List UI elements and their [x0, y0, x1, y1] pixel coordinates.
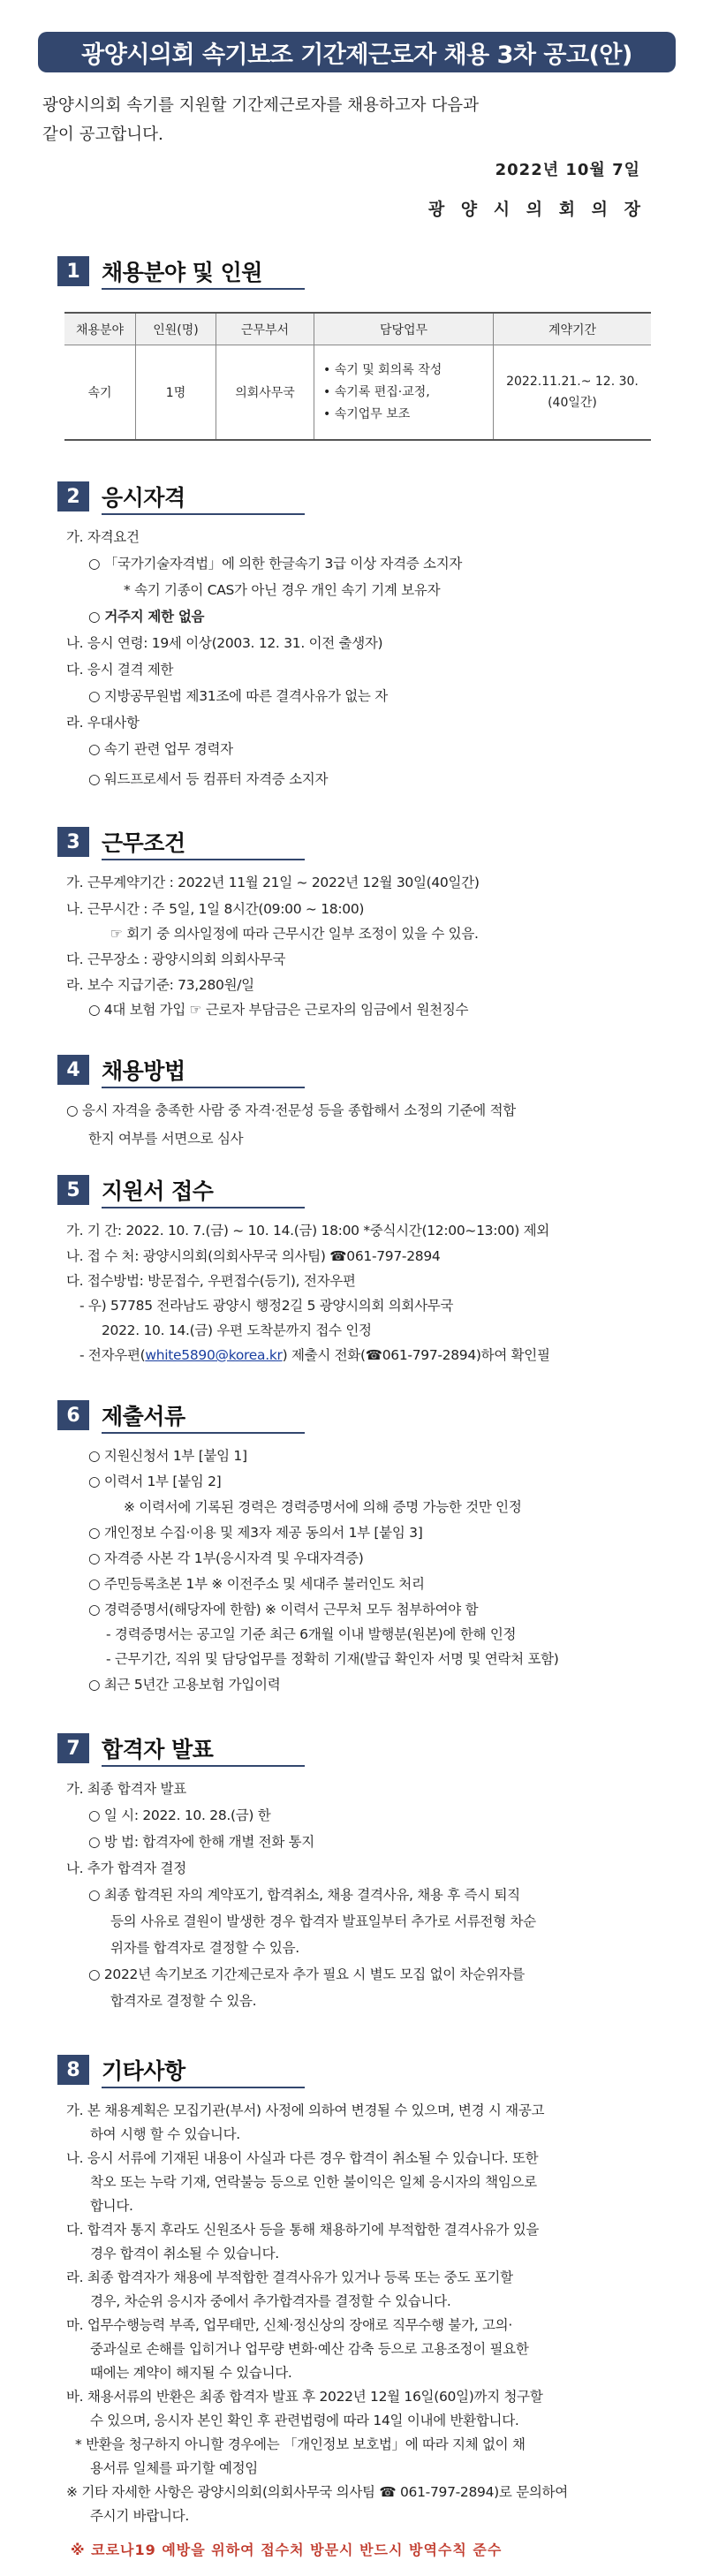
notice-title: 광양시의회 속기보조 기간제근로자 채용 3차 공고(안)	[38, 32, 676, 72]
s8-line: 하여 시행 할 수 있습니다.	[90, 2126, 240, 2142]
s6-line: ○ 이력서 1부 [붙임 2]	[88, 1474, 222, 1489]
s8-line: 다. 합격자 통지 후라도 신원조사 등을 통해 채용하기에 부적합한 결격사유가 있을	[66, 2222, 540, 2238]
notice-date: 2022년 10월 7일	[495, 161, 640, 179]
s5-line: 2022. 10. 14.(금) 우편 도착분까지 접수 인정	[102, 1322, 372, 1338]
s5-line: 가. 기 간: 2022. 10. 7.(금) ~ 10. 14.(금) 18:00 *중식시간(12:00~13:00) 제외	[66, 1223, 549, 1239]
section-number: 2	[57, 481, 89, 511]
section-underline	[102, 288, 305, 290]
s3-line: 가. 근무계약기간 : 2022년 11월 21일 ~ 2022년 12월 30일(40일간)	[66, 875, 480, 890]
cell-dept: 의회사무국	[216, 345, 314, 441]
col-header: 채용분야	[64, 313, 136, 345]
s8-line: 가. 본 채용계획은 모집기관(부서) 사정에 의하여 변경될 수 있으며, 변경 시 재공고	[66, 2102, 545, 2118]
s7-line: ○ 방 법: 합격자에 한해 개별 전화 통지	[88, 1834, 314, 1850]
s8-line: ※ 기타 자세한 사항은 광양시의회(의회사무국 의사팀 ☎ 061-797-2894)로 문의하여	[66, 2484, 568, 2500]
s6-line: ○ 경력증명서(해당자에 한함) ※ 이력서 근무처 모두 첨부하여야 함	[88, 1602, 479, 1618]
s6-line: ○ 자격증 사본 각 1부(응시자격 및 우대자격증)	[88, 1550, 364, 1566]
s7-line: ○ 일 시: 2022. 10. 28.(금) 한	[88, 1807, 271, 1823]
s8-line: 라. 최종 합격자가 채용에 부적합한 결격사유가 있거나 등록 또는 중도 포기할	[66, 2269, 513, 2285]
section-number: 6	[57, 1400, 89, 1430]
section-title: 기타사항	[102, 2058, 185, 2084]
email-prefix: - 전자우편(	[79, 1347, 146, 1363]
covid-notice: ※ 코로나19 예방을 위하여 접수처 방문시 반드시 방역수칙 준수	[71, 2542, 503, 2558]
s2-line: 다. 응시 결격 제한	[66, 662, 174, 678]
email-suffix: ) 제출시 전화(☎061-797-2894)하여 확인필	[282, 1347, 550, 1363]
s8-line: 경우, 차순위 응시자 중에서 추가합격자를 결정할 수 있습니다.	[90, 2293, 451, 2309]
s3-line: 라. 보수 지급기준: 73,280원/일	[66, 977, 254, 993]
section-title: 응시자격	[102, 485, 185, 511]
s3-line: 나. 근무시간 : 주 5일, 1일 8시간(09:00 ~ 18:00)	[66, 901, 365, 917]
section-title: 합격자 발표	[102, 1737, 214, 1762]
s5-line: 나. 접 수 처: 광양시의회(의회사무국 의사팀) ☎061-797-2894	[66, 1248, 441, 1264]
s6-line: ※ 이력서에 기록된 경력은 경력증명서에 의해 증명 가능한 것만 인정	[124, 1499, 522, 1515]
s6-line: ○ 개인정보 수집·이용 및 제3자 제공 동의서 1부 [붙임 3]	[88, 1525, 423, 1541]
s8-line: 경우 합격이 취소될 수 있습니다.	[90, 2246, 279, 2262]
s5-line: 다. 접수방법: 방문접수, 우편접수(등기), 전자우편	[66, 1273, 356, 1289]
section-number: 8	[57, 2055, 89, 2085]
s7-line: 합격자로 결정할 수 있음.	[110, 1993, 257, 2009]
section-number: 3	[57, 827, 89, 857]
s8-line: 중과실로 손해를 입히거나 업무량 변화·예산 감축 등으로 고용조정이 필요한	[90, 2341, 529, 2357]
s4-line: ○ 응시 자격을 충족한 사람 중 자격·전문성 등을 종합해서 소정의 기준에 적합	[66, 1102, 516, 1118]
s7-line: 나. 추가 합격자 결정	[66, 1860, 186, 1876]
s2-line: ○ 지방공무원법 제31조에 따른 결격사유가 없는 자	[88, 688, 388, 704]
cell-period	[494, 345, 652, 441]
s7-line: 등의 사유로 결원이 발생한 경우 합격자 발표일부터 추가로 서류전형 차순	[110, 1913, 536, 1929]
s2-line: * 속기 기종이 CAS가 아닌 경우 개인 속기 기계 보유자	[124, 582, 441, 598]
s6-line: - 경력증명서는 공고일 기준 최근 6개월 이내 발행분(원본)에 한해 인정	[106, 1626, 517, 1642]
s3-line: ○ 4대 보험 가입 ☞ 근로자 부담금은 근로자의 임금에서 원천징수	[88, 1002, 469, 1018]
duty-item: • 속기 및 회의록 작성	[323, 362, 442, 377]
section-number: 1	[57, 256, 89, 286]
s8-line: 수 있으며, 응시자 본인 확인 후 관련법령에 따라 14일 이내에 반환합니다.	[90, 2413, 519, 2428]
col-header: 인원(명)	[136, 313, 216, 345]
cell-field: 속기	[64, 345, 136, 441]
section-1-header	[57, 256, 262, 286]
section-underline	[102, 859, 305, 860]
s2-line: 가. 자격요건	[66, 529, 140, 545]
s2-line: ○ 거주지 제한 없음	[88, 609, 205, 625]
s3-line: ☞ 회기 중 의사일정에 따라 근무시간 일부 조정이 있을 수 있음.	[110, 926, 479, 942]
section-title: 채용분야 및 인원	[102, 260, 262, 285]
s2-line: ○ 「국가기술자격법」에 의한 한글속기 3급 이상 자격증 소지자	[88, 556, 463, 572]
s7-line: 가. 최종 합격자 발표	[66, 1781, 186, 1797]
section-underline	[102, 1207, 305, 1208]
period-range: 2022.11.21.~ 12. 30.	[506, 375, 639, 389]
s8-line: 마. 업무수행능력 부족, 업무태만, 신체·정신상의 장애로 직무수행 불가, 고의·	[66, 2317, 512, 2333]
section-number: 7	[57, 1733, 89, 1763]
intro-text	[42, 91, 674, 149]
s8-line: 착오 또는 누락 기재, 연락불능 등으로 인한 불이익은 일체 응시자의 책임으로	[90, 2174, 537, 2190]
s7-line: ○ 2022년 속기보조 기간제근로자 추가 필요 시 별도 모집 없이 차순위자를	[88, 1966, 525, 1982]
section-underline	[102, 1432, 305, 1434]
s6-line: ○ 주민등록초본 1부 ※ 이전주소 및 세대주 불러인도 처리	[88, 1576, 425, 1592]
section-5-header	[57, 1175, 213, 1205]
s8-line: 때에는 계약이 해지될 수 있습니다.	[90, 2365, 292, 2381]
duty-item: • 속기록 편집·교정,	[323, 384, 430, 399]
recruitment-table	[64, 312, 651, 441]
section-8-header	[57, 2055, 185, 2085]
section-underline	[102, 2087, 305, 2088]
s5-line	[79, 1345, 550, 1364]
table-row	[64, 345, 651, 441]
s4-line: 한지 여부를 서면으로 심사	[88, 1131, 244, 1147]
s2-line: 나. 응시 연령: 19세 이상(2003. 12. 31. 이전 출생자)	[66, 635, 383, 651]
s8-line: 바. 채용서류의 반환은 최종 합격자 발표 후 2022년 12월 16일(60일)까지 청구할	[66, 2389, 543, 2405]
cell-duties	[314, 345, 494, 441]
s7-line: ○ 최종 합격된 자의 계약포기, 합격취소, 채용 결격사유, 채용 후 즉시 퇴직	[88, 1887, 520, 1903]
cell-count: 1명	[136, 345, 216, 441]
intro-line: 같이 공고합니다.	[42, 125, 163, 144]
col-header: 담당업무	[314, 313, 494, 345]
table-header-row	[64, 313, 651, 345]
s8-line: * 반환을 청구하지 아니할 경우에는 「개인정보 보호법」에 따라 지체 없이 채	[75, 2436, 526, 2452]
s3-line: 다. 근무장소 : 광양시의회 의회사무국	[66, 951, 286, 967]
section-number: 5	[57, 1175, 89, 1205]
section-title: 제출서류	[102, 1404, 185, 1429]
section-underline	[102, 513, 305, 515]
section-2-header	[57, 481, 185, 511]
s6-line: - 근무기간, 직위 및 담당업무를 정확히 기재(발급 확인자 서명 및 연락처 포함)	[106, 1651, 559, 1667]
col-header: 근무부서	[216, 313, 314, 345]
section-3-header	[57, 827, 185, 857]
s8-line: 나. 응시 서류에 기재된 내용이 사실과 다른 경우 합격이 취소될 수 있습니다. 또한	[66, 2150, 539, 2166]
email-link[interactable]: white5890@korea.kr	[145, 1347, 283, 1363]
s6-line: ○ 지원신청서 1부 [붙임 1]	[88, 1448, 247, 1464]
s7-line: 위자를 합격자로 결정할 수 있음.	[110, 1940, 299, 1956]
section-title: 채용방법	[102, 1058, 185, 1084]
s6-line: ○ 최근 5년간 고용보험 가입이력	[88, 1677, 281, 1693]
duty-item: • 속기업무 보조	[323, 406, 411, 421]
section-underline	[102, 1087, 305, 1088]
issuer: 광 양 시 의 회 의 장	[427, 200, 646, 219]
section-6-header	[57, 1400, 185, 1430]
s8-line: 주시기 바랍니다.	[90, 2508, 189, 2524]
section-number: 4	[57, 1055, 89, 1085]
section-underline	[102, 1765, 305, 1767]
section-4-header	[57, 1055, 185, 1085]
col-header: 계약기간	[494, 313, 652, 345]
section-7-header	[57, 1733, 213, 1763]
section-title: 지원서 접수	[102, 1178, 214, 1204]
s8-line: 합니다.	[90, 2198, 133, 2214]
intro-line: 광양시의회 속기를 지원할 기간제근로자를 채용하고자 다음과	[42, 96, 480, 115]
period-days: (40일간)	[548, 396, 597, 410]
s2-line: ○ 워드프로세서 등 컴퓨터 자격증 소지자	[88, 771, 329, 787]
s8-line: 용서류 일체를 파기할 예정임	[90, 2460, 258, 2476]
section-title: 근무조건	[102, 830, 185, 856]
s2-line: ○ 속기 관련 업무 경력자	[88, 741, 233, 757]
s2-line: 라. 우대사항	[66, 715, 140, 731]
s5-line: - 우) 57785 전라남도 광양시 행정2길 5 광양시의회 의회사무국	[79, 1298, 454, 1314]
